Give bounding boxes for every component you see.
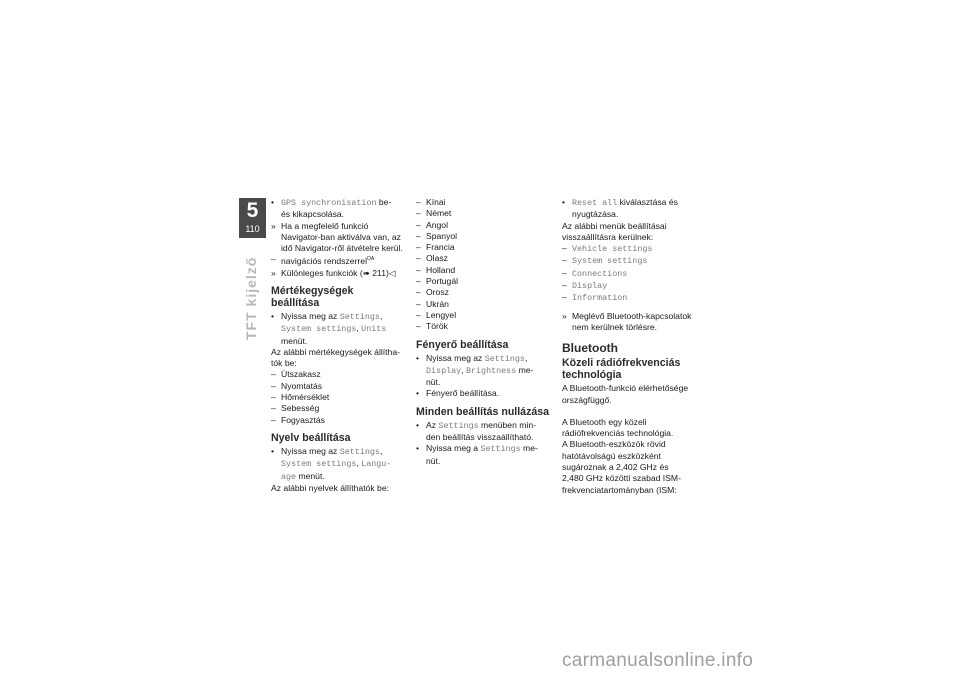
paragraph <box>562 417 702 496</box>
text: Ukrán <box>426 298 449 309</box>
list-item <box>271 403 409 414</box>
list-item <box>416 197 553 208</box>
text: sugároznak a 2,402 GHz és <box>562 462 669 473</box>
text: hatótávolságú eszközként <box>562 450 661 461</box>
heading-bluetooth: Bluetooth <box>562 341 618 356</box>
text: Német <box>426 208 452 219</box>
text: Közeli rádiófrekvenciás <box>562 357 681 370</box>
dash-icon: – <box>416 208 421 219</box>
text: be- <box>376 197 392 207</box>
bullet-icon: • <box>416 419 420 430</box>
dash-icon: – <box>416 298 421 309</box>
text: , <box>379 310 383 321</box>
dash-icon: – <box>562 255 567 266</box>
list-item <box>562 268 702 280</box>
text: technológia <box>562 369 622 382</box>
condition-item <box>271 221 409 255</box>
text: 211) <box>369 267 389 278</box>
text: Az alábbi mértékegységek állítha- <box>271 346 400 357</box>
text: Nyomtatás <box>281 380 323 391</box>
list-item <box>271 415 409 426</box>
column-1 <box>271 197 409 494</box>
chapter-tab <box>239 198 266 238</box>
text: tók be: <box>271 358 297 369</box>
paragraph <box>562 383 702 406</box>
text: Fogyasztás <box>281 414 325 425</box>
menu-code: Connections <box>572 268 628 279</box>
list-item <box>271 392 409 403</box>
text: Portugál <box>426 276 459 287</box>
list-item <box>271 381 409 392</box>
dash-icon: – <box>416 242 421 253</box>
menu-code: Langu- <box>361 459 392 470</box>
bullet-icon: • <box>271 310 275 321</box>
text: Francia <box>426 242 455 253</box>
menu-code: age <box>281 471 297 482</box>
dash-icon: – <box>271 414 276 425</box>
dash-icon: – <box>562 292 567 303</box>
menu-code: System settings <box>281 459 357 470</box>
bullet-icon: • <box>416 443 420 454</box>
paragraph <box>271 347 409 370</box>
bullet-item <box>416 420 553 444</box>
text: kiválasztása és <box>617 197 678 207</box>
text: 2,480 GHz közötti szabad ISM- <box>562 473 681 484</box>
list-item <box>416 265 553 276</box>
text: me- <box>520 443 538 454</box>
text: Meglévő Bluetooth-kapcsolatok <box>572 310 692 321</box>
bullet-item <box>271 311 409 347</box>
text: Az alábbi menük beállításai <box>562 220 667 231</box>
bullet-icon: • <box>271 197 275 207</box>
menu-code: System settings <box>281 324 357 335</box>
text: Olasz <box>426 253 448 264</box>
menu-code: Settings <box>339 446 380 457</box>
text: , <box>524 352 528 363</box>
list-item <box>271 369 409 380</box>
dash-icon: – <box>416 230 421 241</box>
bullet-icon: • <box>562 197 566 207</box>
menu-code: Information <box>572 293 628 304</box>
paragraph <box>562 221 702 244</box>
text: Fényerő beállítása. <box>426 388 500 399</box>
menu-code: System settings <box>572 256 648 267</box>
text: Különleges funkciók ( <box>281 267 363 278</box>
gps-sync-item <box>271 197 409 221</box>
condition-arrow-icon: » <box>271 267 276 278</box>
bullet-icon: • <box>271 445 275 456</box>
list-item <box>416 231 553 242</box>
side-chapter-title: TFT kijelző <box>243 256 259 340</box>
list-item <box>416 321 553 332</box>
text: nem kerülnek törlésre. <box>572 321 658 332</box>
text: Hőmérséklet <box>281 392 330 403</box>
list-item <box>562 255 702 267</box>
text: A Bluetooth egy közeli <box>562 416 647 427</box>
heading-near-field <box>562 357 702 381</box>
text: A Bluetooth-eszközök rövid <box>562 439 666 450</box>
option-mark: OA <box>366 256 375 263</box>
list-item <box>562 280 702 292</box>
text: , <box>356 458 362 469</box>
menu-code: Units <box>361 324 387 335</box>
dash-icon: – <box>416 276 421 287</box>
list-item <box>562 292 702 304</box>
menu-code: Settings <box>339 311 380 322</box>
text: menüben min- <box>478 419 536 430</box>
menu-code: Settings <box>480 444 521 455</box>
text: idő Navigator-ről átvételre kerül. <box>281 243 403 254</box>
list-item <box>416 220 553 231</box>
page-number: 110 <box>245 224 260 234</box>
text: menüt. <box>281 335 308 346</box>
menu-code: Reset all <box>572 198 618 208</box>
bullet-item <box>416 353 553 389</box>
text: Ha a megfelelő funkció <box>281 220 369 231</box>
text: rádiófrekvenciás technológia. <box>562 428 674 439</box>
heading-units <box>271 285 409 309</box>
column-2 <box>416 197 553 467</box>
dash-icon: – <box>416 287 421 298</box>
bullet-icon: • <box>416 388 420 399</box>
list-item <box>416 276 553 287</box>
menu-code: Settings <box>438 420 479 431</box>
menu-code: GPS synchronisation <box>281 198 377 208</box>
menu-code: Display <box>426 365 462 376</box>
condition-arrow-icon: » <box>271 220 276 231</box>
text: nüt. <box>426 377 441 388</box>
text: Kínai <box>426 197 446 207</box>
text: , <box>461 364 466 375</box>
dash-item <box>271 254 409 267</box>
end-triangle-icon: ◁ <box>388 267 396 278</box>
list-item <box>416 253 553 264</box>
text: Az <box>426 419 439 430</box>
text: A Bluetooth-funkció elérhetősége <box>562 383 689 394</box>
heading-reset: Minden beállítás nullázása <box>416 405 550 418</box>
text: , <box>356 323 362 334</box>
text: Nyissa meg az <box>281 310 340 321</box>
text: Spanyol <box>426 230 458 241</box>
condition-arrow-icon: » <box>562 310 567 321</box>
dash-icon: – <box>562 267 567 278</box>
list-item <box>416 242 553 253</box>
dash-icon: – <box>416 253 421 264</box>
menu-code: Brightness <box>465 365 517 376</box>
text: menüt. <box>296 470 325 481</box>
dash-icon: – <box>562 243 567 254</box>
menu-code: Settings <box>484 353 525 364</box>
text: Navigator-ban aktiválva van, az <box>281 231 401 242</box>
page-ref-arrow-icon: ➠ <box>362 267 370 278</box>
dash-icon: – <box>271 369 276 380</box>
dash-icon: – <box>416 219 421 230</box>
menu-code: Display <box>572 281 608 292</box>
text: Orosz <box>426 287 449 298</box>
text: Sebesség <box>281 403 320 414</box>
bullet-item <box>416 388 553 399</box>
condition-item <box>271 268 409 279</box>
bullet-item <box>271 446 409 483</box>
column-3 <box>562 197 702 496</box>
heading-language: Nyelv beállítása <box>271 431 351 444</box>
text: és kikapcsolása. <box>281 209 345 220</box>
text: Útszakasz <box>281 369 321 380</box>
text: frekvenciatartományban (ISM: <box>562 484 677 495</box>
list-item <box>416 208 553 219</box>
watermark: carmanualsonline.info <box>562 650 754 671</box>
chapter-number: 5 <box>246 199 259 222</box>
text: me- <box>516 364 534 375</box>
text: nyugtázása. <box>572 209 619 220</box>
list-item <box>416 299 553 310</box>
list-item <box>416 287 553 298</box>
dash-icon: – <box>271 380 276 391</box>
text: den beállítás visszaállítható. <box>426 432 534 443</box>
paragraph: Az alábbi nyelvek állíthatók be: <box>271 482 389 493</box>
list-item <box>416 310 553 321</box>
text: Angol <box>426 219 448 230</box>
dash-icon: – <box>271 392 276 403</box>
text: Lengyel <box>426 309 457 320</box>
dash-icon: – <box>562 280 567 291</box>
result-item <box>562 311 702 334</box>
dash-icon: – <box>271 403 276 414</box>
text: Török <box>426 321 448 332</box>
dash-icon: – <box>416 309 421 320</box>
dash-icon: – <box>416 264 421 275</box>
text: Nyissa meg a <box>426 443 481 454</box>
text: Nyissa meg az <box>426 352 485 363</box>
text: beállítása <box>271 296 320 309</box>
text: nüt. <box>426 455 441 466</box>
dash-icon: – <box>271 254 276 265</box>
list-item <box>562 243 702 255</box>
text: , <box>379 445 383 456</box>
text: navigációs rendszerrel <box>281 256 367 267</box>
bullet-icon: • <box>416 352 420 363</box>
text: Holland <box>426 264 456 275</box>
heading-brightness: Fényerő beállítása <box>416 338 509 351</box>
text: visszaállításra kerülnek: <box>562 231 654 242</box>
text: országfüggő. <box>562 394 612 405</box>
menu-code: Vehicle settings <box>572 244 653 255</box>
bullet-item <box>416 443 553 467</box>
dash-icon: – <box>416 321 421 332</box>
text: Mértékegységek <box>271 284 354 297</box>
dash-icon: – <box>416 197 421 207</box>
text: Nyissa meg az <box>281 445 340 456</box>
bullet-item <box>562 197 702 221</box>
